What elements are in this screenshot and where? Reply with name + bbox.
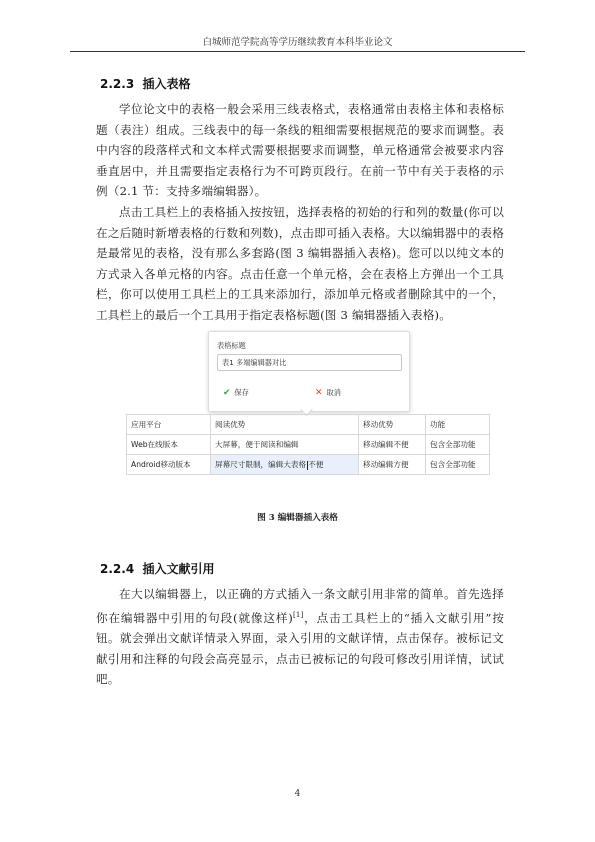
page-number: 4 <box>294 789 301 799</box>
table-header-cell[interactable]: 应用平台 <box>127 415 211 435</box>
table-cell[interactable]: 大屏幕，便于阅读和编辑 <box>211 435 359 455</box>
close-icon: ✕ <box>315 388 323 398</box>
cell-text-part: 屏幕尺寸限制，编辑大表格 <box>215 460 307 469</box>
table-cell[interactable]: 移动编辑方便 <box>359 455 426 475</box>
paragraph-citation <box>96 584 504 690</box>
table-header-cell[interactable]: 阅读优势 <box>211 415 359 435</box>
figure-editor-insert-table <box>126 331 494 491</box>
table-row <box>127 435 490 455</box>
cancel-button[interactable] <box>315 388 341 398</box>
table-caption-popup <box>208 331 410 412</box>
table-cell[interactable]: Web在线版本 <box>127 435 211 455</box>
figure-caption: 图 3 编辑器插入表格 <box>257 513 338 523</box>
cancel-label: 取消 <box>326 388 341 397</box>
cell-text-part: 不便 <box>308 460 324 469</box>
section-title: 插入表格 <box>142 77 191 91</box>
popup-label: 表格标题 <box>217 341 246 350</box>
comparison-table <box>126 414 490 475</box>
table-header-row <box>127 415 490 435</box>
section-heading-2-2-4 <box>100 560 215 577</box>
paragraph-table-intro: 学位论文中的表格一般会采用三线表格式，表格通常由表格主体和表格标题（表注）组成。三线表中的每一条线的粗细需要根据规范的要求而调整。表中内容的段落样式和文本样式需要根据要求而调整，单元格通常会被要求内容垂直居中，并且需要指定表格行为不可跨页段行。在前一节中有关于表格的示例（2.1 节：支持多端编辑器）。 <box>96 102 504 199</box>
paragraph-table-insert: 点击工具栏上的表格插入按按钮，选择表格的初始的行和列的数量(你可以在之后随时新增表格的行数和列数)，点击即可插入表格。大以编辑器中的表格是最常见的表格，没有那么多套路(图 3 编辑器插入表格)。您可以以纯文本的方式录入各单元格的内容。点击任意一个单元格，会在表格上方弹出一个工具栏，你可以使用工具栏上的工具来添加行，添加单元格或者删除其中的一个，工具栏上的最后一个工具用于指定表格标题(图 3 编辑器插入表格)。 <box>96 205 504 322</box>
table-cell[interactable]: 移动编辑不便 <box>359 435 426 455</box>
section-number: 2.2.3 <box>100 77 135 91</box>
section-number: 2.2.4 <box>100 562 135 576</box>
page-header: 白城师范学院高等学历继续教育本科毕业论文 <box>70 34 525 52</box>
table-header-cell[interactable]: 移动优势 <box>359 415 426 435</box>
table-header-cell[interactable]: 功能 <box>426 415 490 435</box>
caption-input[interactable]: 表1 多端编辑器对比 <box>217 354 402 371</box>
table-cell[interactable]: 包含全部功能 <box>426 435 490 455</box>
check-icon: ✔ <box>223 388 231 398</box>
table-cell[interactable]: Android移动版本 <box>127 455 211 475</box>
section-title: 插入文献引用 <box>142 562 215 576</box>
save-button[interactable] <box>223 388 249 398</box>
save-label: 保存 <box>234 388 249 397</box>
citation-mark[interactable]: [1] <box>293 610 304 619</box>
paragraph-text: ，点击工具栏上的“插入文献引用”按钮。就会弹出文献详情录入界面，录入引用的文献详情，点击保存。被标记文献引用和注释的句段会高亮显示，点击已被标记的句段可修改引用详情，试试吧。 <box>96 610 504 687</box>
table-cell-selected[interactable] <box>211 455 359 475</box>
table-cell[interactable]: 包含全部功能 <box>426 455 490 475</box>
section-heading-2-2-3 <box>100 75 191 92</box>
paragraph-text: 在大以编辑器上，以正确的方式插入一条文献引用非常的简单。首先选择你在编辑器中引用的句段(就像这样) <box>96 587 504 625</box>
table-row <box>127 455 490 475</box>
